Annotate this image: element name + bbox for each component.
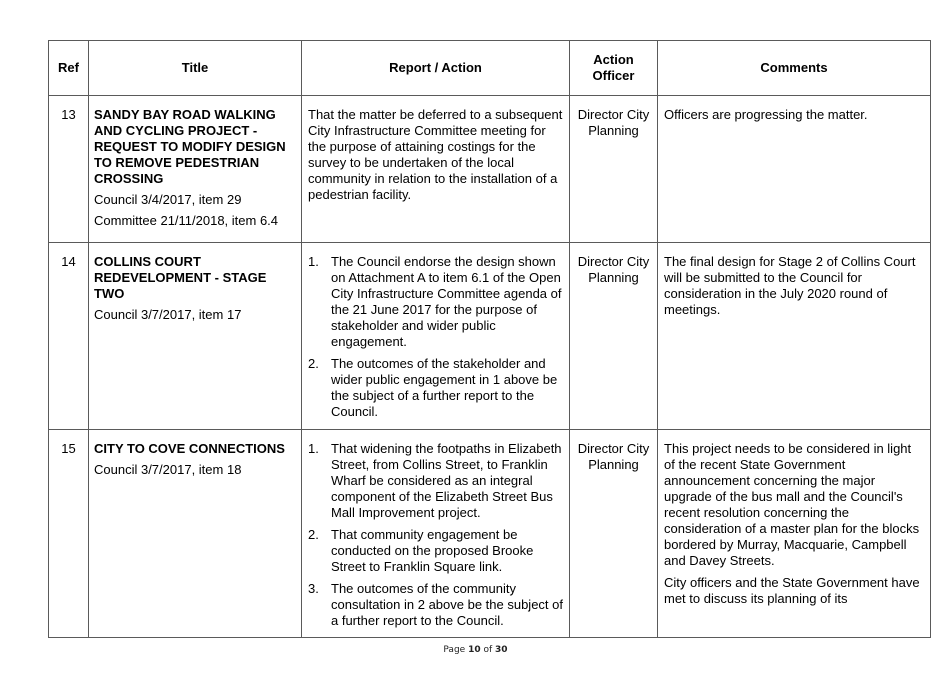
row-title-cell (89, 430, 302, 638)
comments-cell (658, 430, 931, 638)
meeting-reference: Council 3/4/2017, item 29 (94, 192, 242, 207)
action-officer: Director City Planning (570, 96, 658, 243)
action-list (308, 441, 563, 629)
report-action-cell (302, 243, 570, 430)
action-item: 2. That community engagement be conducted on the proposed Brooke Street to Franklin Square link. (308, 527, 534, 574)
header-ref: Ref (49, 41, 89, 96)
action-officer: Director City Planning (570, 243, 658, 430)
meeting-reference: Committee 21/11/2018, item 6.4 (94, 213, 279, 228)
item-title: CITY TO COVE CONNECTIONS (94, 441, 285, 456)
table-row (49, 96, 931, 243)
header-comments: Comments (658, 41, 931, 96)
table-header-row (49, 41, 931, 96)
comment-paragraph: The final design for Stage 2 of Collins Court will be submitted to the Council for consideration in the July 2020 round of meetings. (664, 254, 916, 317)
comment-paragraph: This project needs to be considered in light of the recent State Government announcement concerning the major upgrade of the bus mall and the Council's recent resolution concerning the consideration of a master plan for the blocks bordered by Murray, Macquarie, Campbell and Davey Streets. (664, 441, 920, 568)
page-of: of (483, 645, 493, 655)
row-ref: 13 (49, 96, 89, 243)
header-title: Title (89, 41, 302, 96)
action-item: 1. That widening the footpaths in Elizabeth Street, from Collins Street, to Franklin Wharf be considered as an integral component of the Elizabeth Street Bus Mall Improvement project. (308, 441, 562, 520)
action-items-table (48, 40, 931, 638)
comment-paragraph: Officers are progressing the matter. (664, 107, 868, 122)
action-item: 2. The outcomes of the stakeholder and wider public engagement in 1 above be the subject of a further report to the Council. (308, 356, 558, 419)
action-item: 1. The Council endorse the design shown on Attachment A to item 6.1 of the Open City Infrastructure Committee agenda of the 21 June 2017 for the purpose of stakeholder and wider public engagement. (308, 254, 562, 349)
page-footer (0, 645, 951, 655)
comments-cell (658, 96, 931, 243)
meeting-reference: Council 3/7/2017, item 18 (94, 462, 242, 477)
row-ref: 14 (49, 243, 89, 430)
header-action-officer: Action Officer (570, 41, 658, 96)
meeting-reference: Council 3/7/2017, item 17 (94, 307, 242, 322)
comment-paragraph: City officers and the State Government have met to discuss its planning of its (664, 575, 920, 606)
row-ref: 15 (49, 430, 89, 638)
item-title: SANDY BAY ROAD WALKING AND CYCLING PROJECT - REQUEST TO MODIFY DESIGN TO REMOVE PEDESTRIAN CROSSING (94, 107, 286, 186)
action-item: 3. The outcomes of the community consultation in 2 above be the subject of a further report to the Council. (308, 581, 563, 628)
page-total: 30 (495, 645, 508, 655)
report-action-cell (302, 430, 570, 638)
page-label: Page (443, 645, 466, 655)
page-number: 10 (468, 645, 481, 655)
item-title: COLLINS COURT REDEVELOPMENT - STAGE TWO (94, 254, 267, 301)
row-title-cell (89, 96, 302, 243)
table-row (49, 243, 931, 430)
action-officer: Director City Planning (570, 430, 658, 638)
action-list (308, 254, 563, 420)
comments-cell (658, 243, 931, 430)
report-action: That the matter be deferred to a subsequent City Infrastructure Committee meeting for the purpose of attaining costings for the survey to be undertaken of the local community in relation to the installation of a pedestrian facility. (302, 96, 570, 243)
header-report-action: Report / Action (302, 41, 570, 96)
row-title-cell (89, 243, 302, 430)
table-row (49, 430, 931, 638)
